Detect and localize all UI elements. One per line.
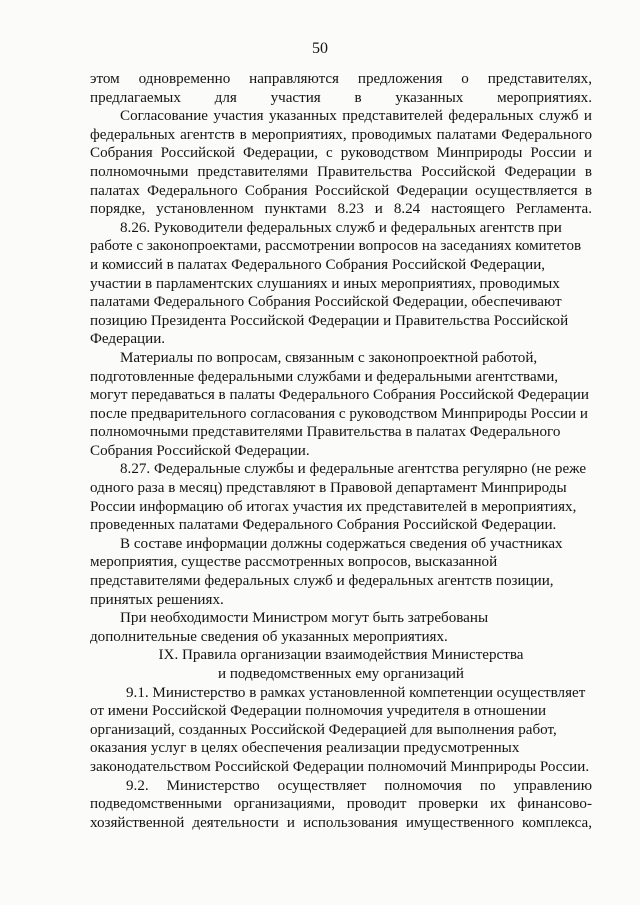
text-line: полномочными представителями Правительства в палатах Федерального [90, 424, 561, 441]
text-line: предлагаемых для участия в указанных мероприятиях. [90, 89, 592, 106]
text-line: дополнительные сведения об указанных мероприятиях. [90, 628, 448, 645]
text-line: Собрания Российской Федерации, с руководством Минприроды России и [90, 145, 592, 162]
paragraph-additional-info [90, 609, 592, 646]
text-line: полномочными представителями Правительства Российской Федерации в [90, 163, 592, 180]
text-line: одного раза в месяц) представляют в Правовой департамент Минприроды [90, 480, 567, 497]
paragraph-8-27 [90, 460, 592, 534]
section-heading-line: и подведомственных ему организаций [217, 666, 464, 682]
text-line: палатами Федерального Собрания Российской Федерации, обеспечивают [90, 294, 562, 311]
paragraph-9-1 [90, 684, 592, 777]
text-line: хозяйственной деятельности и использования имущественного комплекса, [90, 814, 592, 831]
text-line: Федерации. [90, 331, 166, 348]
text-line: представителями федеральных служб и федеральных агентств позиции, [90, 573, 554, 590]
text-line: работе с законопроектами, рассмотрении вопросов на заседаниях комитетов [90, 238, 582, 255]
text-line: позицию Президента Российской Федерации и Правительства Российской [90, 312, 569, 329]
text-line: Материалы по вопросам, связанным с законопроектной работой, [120, 349, 538, 366]
text-line: этом одновременно направляются предложения о представителях, [90, 71, 592, 87]
text-line: Согласование участия указанных представителей федеральных служб и [120, 108, 592, 125]
text-line: подведомственными организациями, проводит проверки их финансово- [90, 796, 592, 813]
text-line: подготовленные федеральными службами и федеральными агентствами, [90, 368, 559, 385]
text-line: законодательством Российской Федерации полномочий Минприроды России. [90, 758, 590, 775]
text-line: федеральных агентств в мероприятиях, проводимых палатами Федерального [90, 126, 592, 143]
text-line: проведенных палатами Федерального Собрания Российской Федерации. [90, 517, 557, 534]
text-line: России информацию об итогах участия их представителей в мероприятиях, [90, 498, 577, 515]
section-heading [90, 646, 592, 683]
text-line: организаций, созданных Российской Федерацией для выполнения работ, [90, 721, 557, 738]
paragraph-information-content [90, 535, 592, 609]
paragraph-9-2 [90, 777, 592, 833]
text-line: порядке, установленном пунктами 8.23 и 8.24 настоящего Регламента. [90, 201, 592, 218]
text-line: и комиссий в палатах Федерального Собрания Российской Федерации, [90, 256, 546, 273]
text-line: от имени Российской Федерации полномочия учредителя в отношении [90, 703, 547, 720]
paragraph-8-26 [90, 219, 592, 349]
text-line: 9.2. Министерство осуществляет полномочия по управлению [126, 777, 592, 794]
document-body [90, 70, 592, 832]
paragraph-approval [90, 107, 592, 219]
text-line: В составе информации должны содержаться сведения об участниках [120, 535, 563, 552]
page-number: 50 [312, 40, 328, 57]
text-line: 8.26. Руководители федеральных служб и федеральных агентств при [120, 219, 562, 236]
paragraph-materials [90, 349, 592, 461]
paragraph-continuation [90, 70, 592, 107]
text-line: мероприятия, существе рассмотренных вопросов, высказанной [90, 554, 498, 571]
text-line: При необходимости Министром могут быть затребованы [120, 610, 489, 627]
section-heading-line: IX. Правила организации взаимодействия Министерства [158, 647, 524, 664]
text-line: 9.1. Министерство в рамках установленной компетенции осуществляет [126, 684, 586, 701]
text-line: после предварительного согласования с руководством Минприроды России и [90, 405, 588, 422]
text-line: Собрания Российской Федерации. [90, 442, 310, 459]
text-line: 8.27. Федеральные службы и федеральные агентства регулярно (не реже [120, 461, 587, 478]
text-line: могут передаваться в палаты Федерального Собрания Российской Федерации [90, 387, 589, 404]
text-line: палатах Федерального Собрания Российской Федерации осуществляется в [90, 182, 592, 199]
text-line: участии в парламентских слушаниях и иных мероприятиях, проводимых [90, 275, 560, 292]
text-line: оказания услуг в целях обеспечения реализации предусмотренных [90, 740, 520, 757]
text-line: принятых решениях. [90, 591, 224, 608]
